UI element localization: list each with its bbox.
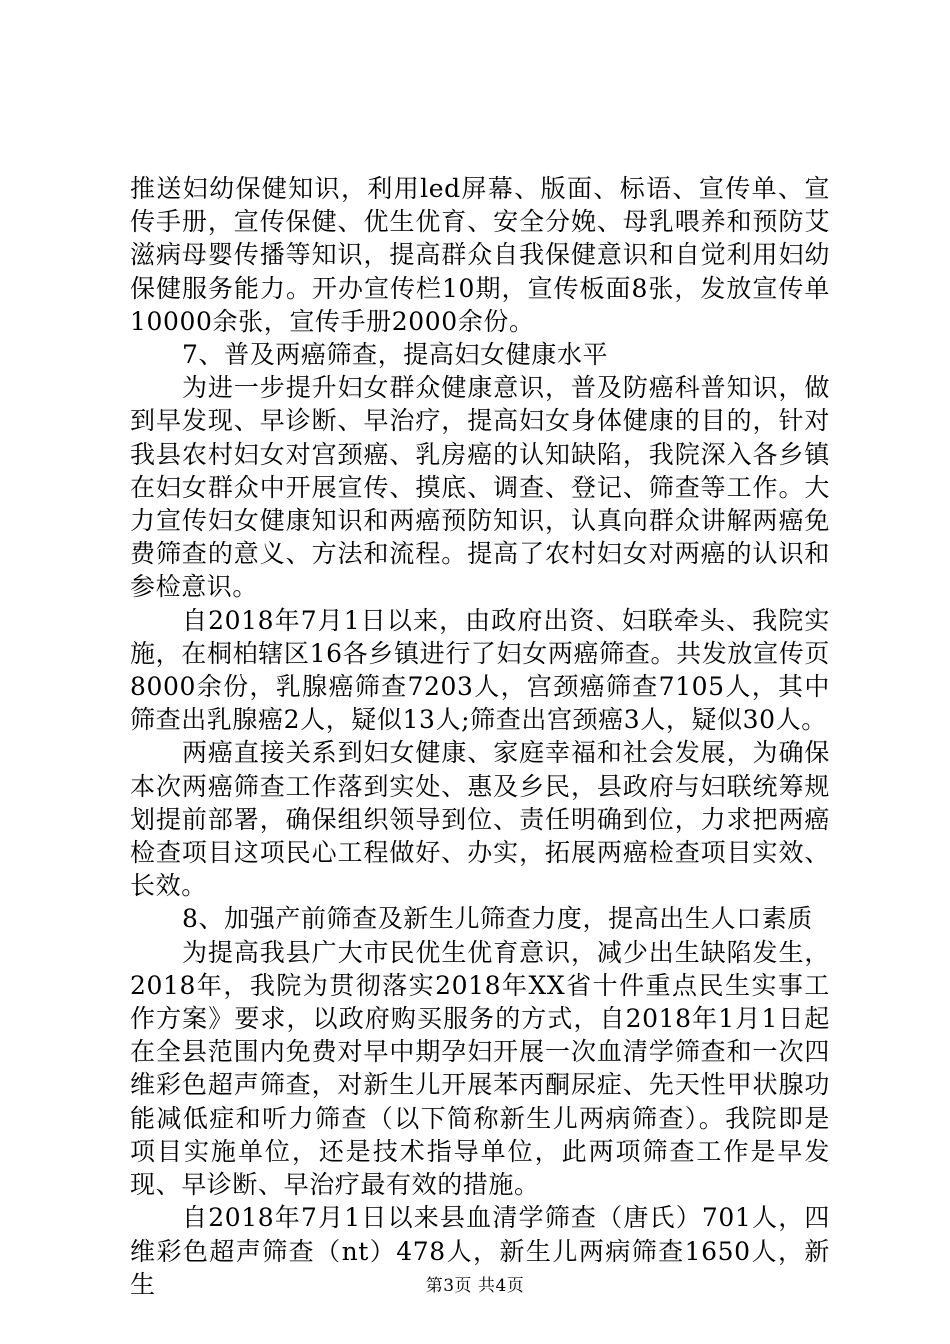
paragraph-health-publicity: 推送妇幼保健知识，利用led屏幕、版面、标语、宣传单、宣传手册，宣传保健、优生优育、安全分娩、母乳喂养和预防艾滋病母婴传播等知识，提高群众自我保健意识和自觉利用妇幼保健服务能力。开办宣传栏10期，宣传板面8张，发放宣传单10000余张，宣传手册2000余份。 — [130, 174, 830, 336]
paragraph-screening-stats: 自2018年7月1日以来，由政府出资、妇联牵头、我院实施，在桐柏辖区16各乡镇进行了妇女两癌筛查。共发放宣传页8000余份，乳腺癌筛查7203人，宫颈癌筛查7105人，其中筛查出乳腺癌2人，疑似13人;筛查出宫颈癌3人，疑似30人。 — [130, 605, 830, 735]
paragraph-prenatal-stats: 自2018年7月1日以来县血清学筛查（唐氏）701人，四维彩色超声筛查（nt）478人，新生儿两病筛查1650人，新生 — [130, 1203, 830, 1299]
document-body — [130, 172, 830, 1301]
paragraph-cancer-awareness: 为进一步提升妇女群众健康意识，普及防癌科普知识，做到早发现、早诊断、早治疗，提高妇女身体健康的目的，针对我县农村妇女对宫颈癌、乳房癌的认知缺陷，我院深入各乡镇在妇女群众中开展宣传、摸底、调查、登记、筛查等工作。大力宣传妇女健康知识和两癌预防知识，认真向群众讲解两癌免费筛查的意义、方法和流程。提高了农村妇女对两癌的认识和参检意识。 — [130, 373, 830, 602]
paragraph-screening-importance: 两癌直接关系到妇女健康、家庭幸福和社会发展，为确保本次两癌筛查工作落到实处、惠及乡民，县政府与妇联统筹规划提前部署，确保组织领导到位、责任明确到位，力求把两癌检查项目这项民心工程做好、办实，拓展两癌检查项目实效、长效。 — [130, 738, 830, 901]
section-heading-7: 7、普及两癌筛查，提高妇女健康水平 — [182, 340, 609, 370]
page-footer: 第3页 共4页 — [425, 1276, 525, 1296]
paragraph-prenatal-screening: 为提高我县广大市民优生优育意识，减少出生缺陷发生，2018年，我院为贯彻落实2018年XX省十件重点民生实事工作方案》要求，以政府购买服务的方式，自2018年1月1日起在全县范围内免费对早中期孕妇开展一次血清学筛查和一次四维彩色超声筛查，对新生儿开展苯丙酮尿症、先天性甲状腺功能减低症和听力筛查（以下简称新生儿两病筛查）。我院即是项目实施单位，还是技术指导单位，此两项筛查工作是早发现、早诊断、早治疗最有效的措施。 — [130, 937, 830, 1200]
section-heading-8: 8、加强产前筛查及新生儿筛查力度，提高出生人口素质 — [182, 904, 813, 934]
